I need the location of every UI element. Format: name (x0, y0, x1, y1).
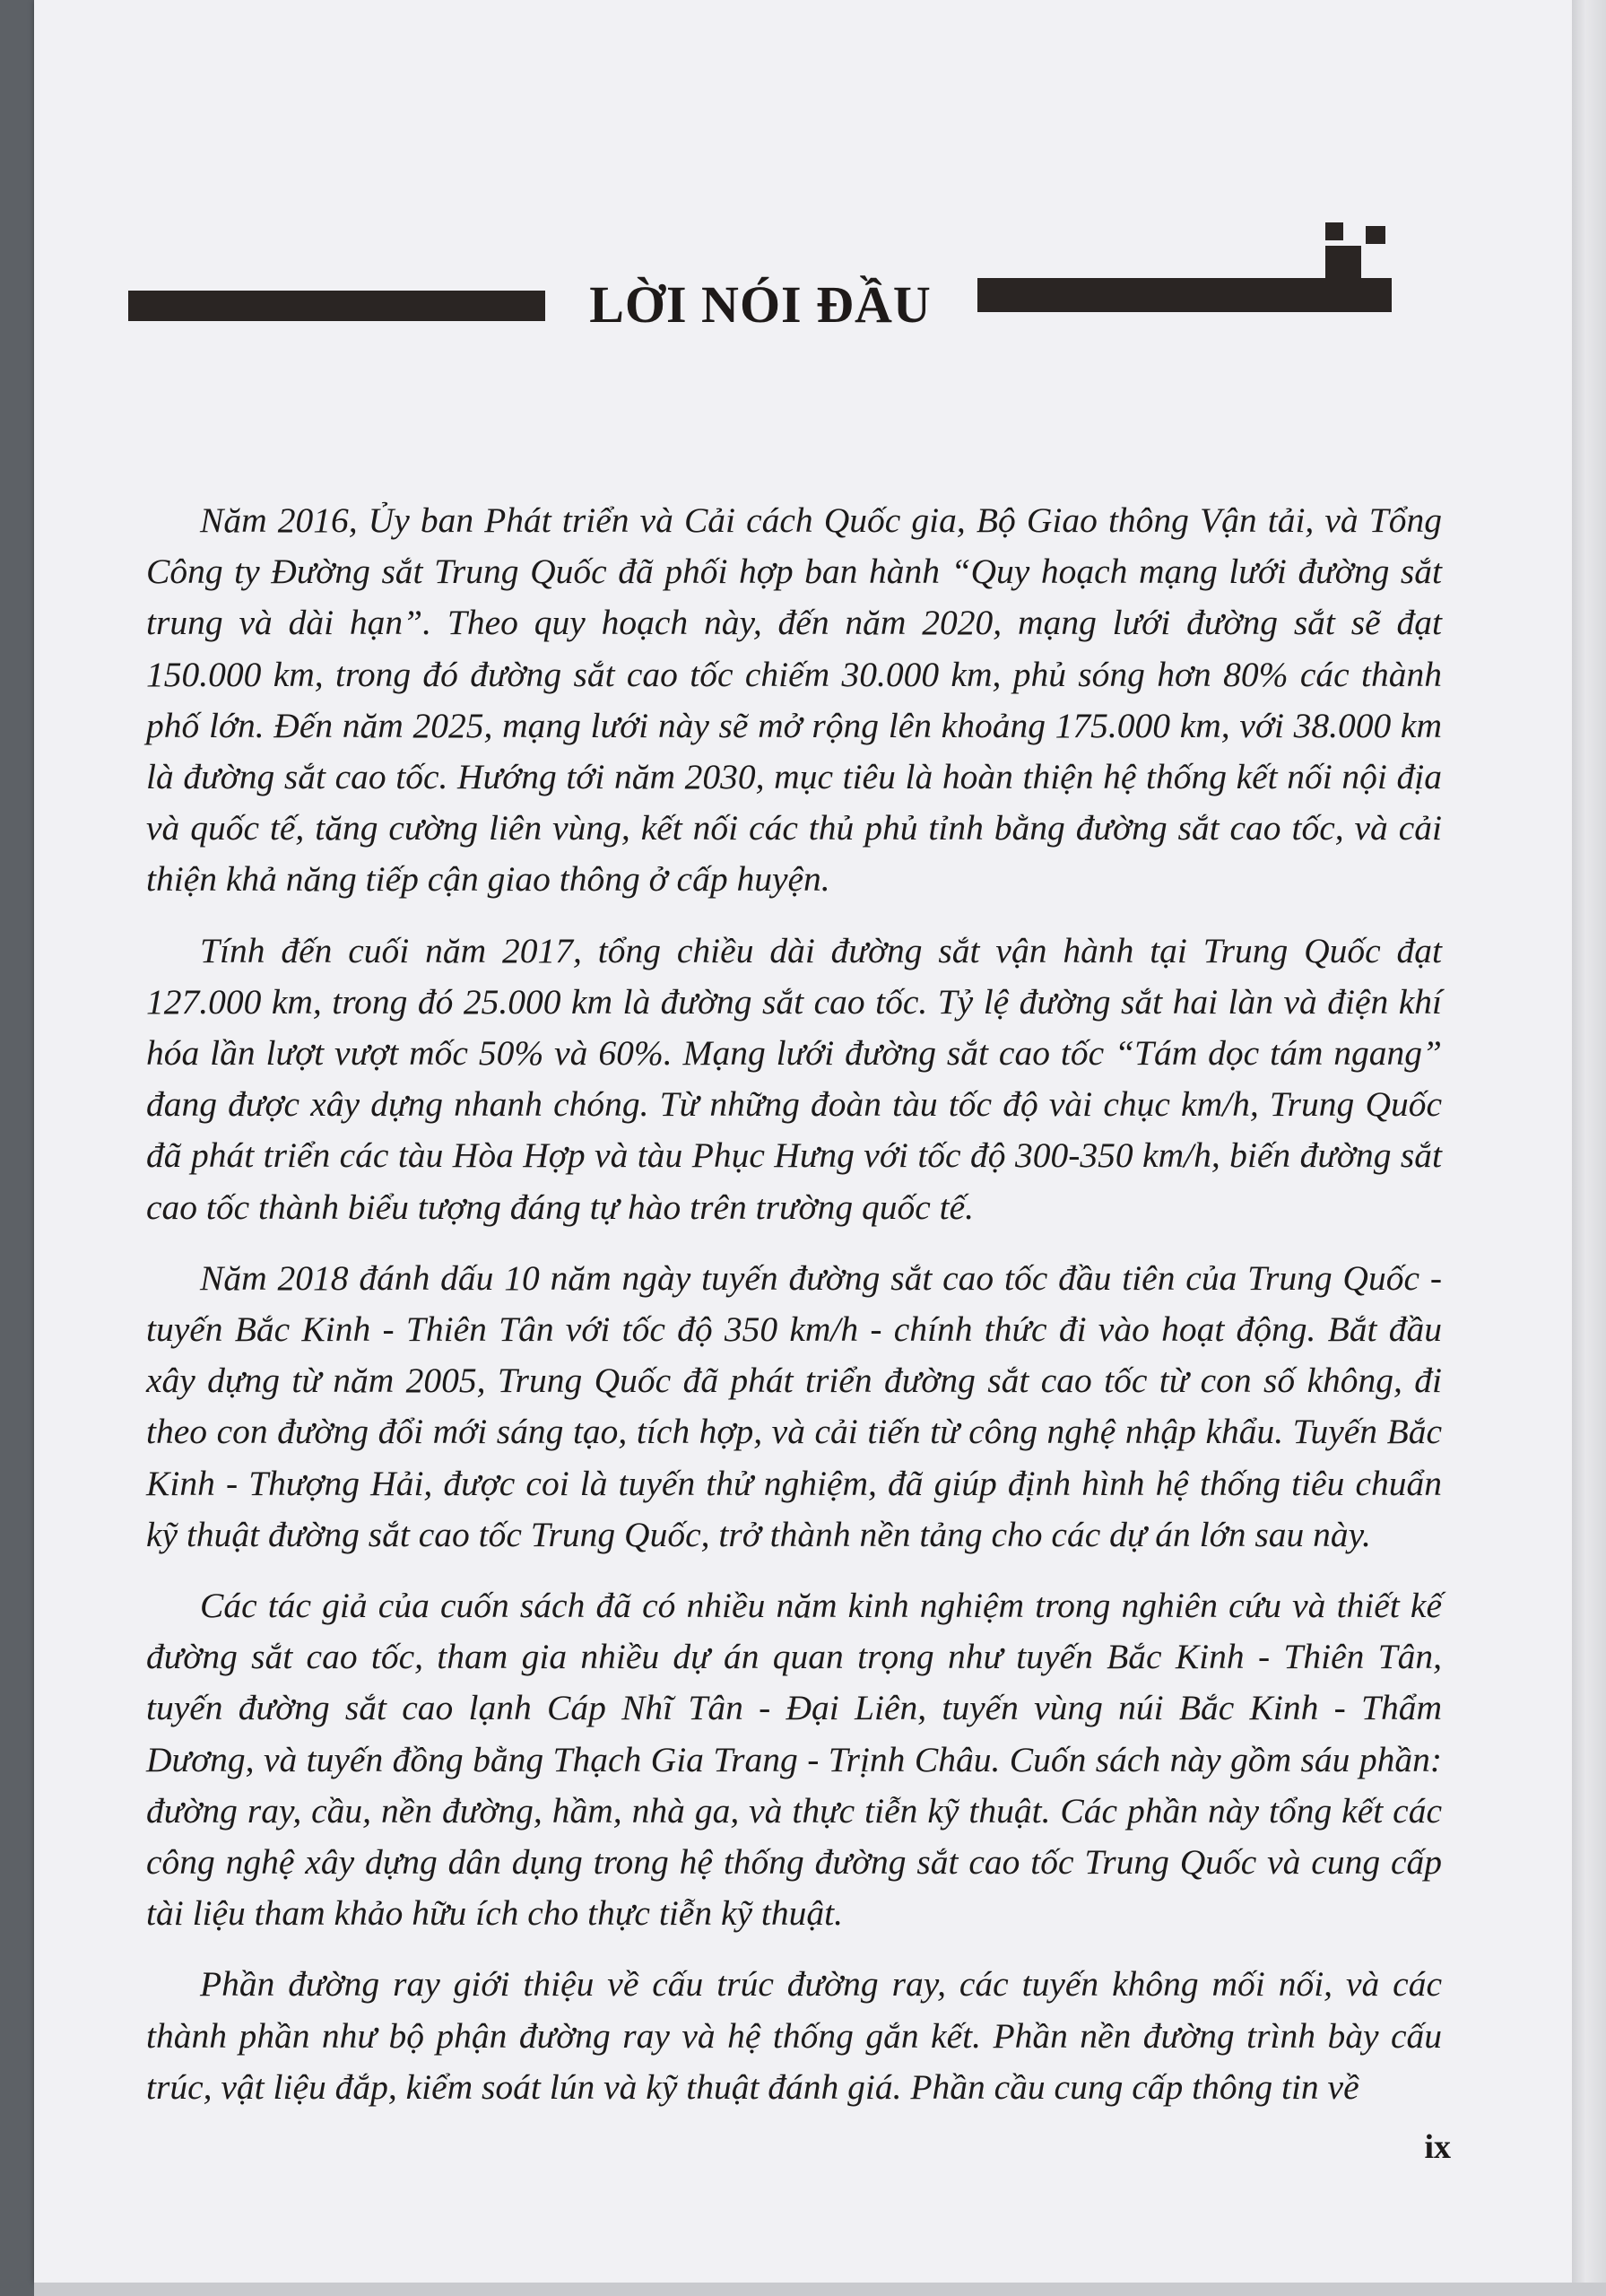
body-text (146, 495, 1442, 2133)
paragraph-1: Năm 2016, Ủy ban Phát triển và Cải cách Quốc gia, Bộ Giao thông Vận tải, và Tổng Công ty Đường sắt Trung Quốc đã phối hợp ban hành “Quy hoạch mạng lưới đường sắt trung và dài hạn”. Theo quy hoạch này, đến năm 2020, mạng lưới đường sắt sẽ đạt 150.000 km, trong đó đường sắt cao tốc chiếm 30.000 km, phủ sóng hơn 80% các thành phố lớn. Đến năm 2025, mạng lưới này sẽ mở rộng lên khoảng 175.000 km, với 38.000 km là đường sắt cao tốc. Hướng tới năm 2030, mục tiêu là hoàn thiện hệ thống kết nối nội địa và quốc tế, tăng cường liên vùng, kết nối các thủ phủ tỉnh bằng đường sắt cao tốc, và cải thiện khả năng tiếp cận giao thông ở cấp huyện. (146, 500, 1442, 900)
header-step-ornament (1366, 226, 1385, 244)
page-stack-edge (1572, 0, 1606, 2296)
header-right-bar (977, 278, 1392, 312)
paragraph-3: Năm 2018 đánh dấu 10 năm ngày tuyến đường sắt cao tốc đầu tiên của Trung Quốc - tuyến Bắc Kinh - Thiên Tân với tốc độ 350 km/h - chính thức đi vào hoạt động. Bắt đầu xây dựng từ năm 2005, Trung Quốc đã phát triển đường sắt cao tốc từ con số không, đi theo con đường đổi mới sáng tạo, tích hợp, và cải tiến từ công nghệ nhập khẩu. Tuyến Bắc Kinh - Thượng Hải, được coi là tuyến thử nghiệm, đã giúp định hình hệ thống tiêu chuẩn kỹ thuật đường sắt cao tốc Trung Quốc, trở thành nền tảng cho các dự án lớn sau này. (146, 1257, 1442, 1554)
paragraph-2: Tính đến cuối năm 2017, tổng chiều dài đường sắt vận hành tại Trung Quốc đạt 127.000 km, trong đó 25.000 km là đường sắt cao tốc. Tỷ lệ đường sắt hai làn và điện khí hóa lần lượt vượt mốc 50% và 60%. Mạng lưới đường sắt cao tốc “Tám dọc tám ngang” đang được xây dựng nhanh chóng. Từ những đoàn tàu tốc độ vài chục km/h, Trung Quốc đã phát triển các tàu Hòa Hợp và tàu Phục Hưng với tốc độ 300-350 km/h, biến đường sắt cao tốc thành biểu tượng đáng tự hào trên trường quốc tế. (146, 930, 1442, 1227)
book-page (34, 0, 1572, 2283)
page-title: LỜI NÓI ĐẦU (589, 275, 932, 334)
page-number: ix (1424, 2128, 1451, 2166)
paragraph-4: Các tác giả của cuốn sách đã có nhiều năm kinh nghiệm trong nghiên cứu và thiết kế đường sắt cao tốc, tham gia nhiều dự án quan trọng như tuyến Bắc Kinh - Thiên Tân, tuyến đường sắt cao lạnh Cáp Nhĩ Tân - Đại Liên, tuyến vùng núi Bắc Kinh - Thẩm Dương, và tuyến đồng bằng Thạch Gia Trang - Trịnh Châu. Cuốn sách này gồm sáu phần: đường ray, cầu, nền đường, hầm, nhà ga, và thực tiễn kỹ thuật. Các phần này tổng kết các công nghệ xây dựng dân dụng trong hệ thống đường sắt cao tốc Trung Quốc và cung cấp tài liệu tham khảo hữu ích cho thực tiễn kỹ thuật. (146, 1586, 1442, 1934)
header-step-ornament (1325, 222, 1343, 240)
header-left-bar (128, 291, 545, 321)
page-bottom-edge (34, 2283, 1606, 2296)
paragraph-5: Phần đường ray giới thiệu về cấu trúc đường ray, các tuyến không mối nối, và các thành phần như bộ phận đường ray và hệ thống gắn kết. Phần nền đường trình bày cấu trúc, vật liệu đắp, kiểm soát lún và kỹ thuật đánh giá. Phần cầu cung cấp thông tin về (146, 1964, 1442, 2107)
chapter-header (34, 269, 1572, 341)
header-step-ornament (1325, 246, 1361, 280)
